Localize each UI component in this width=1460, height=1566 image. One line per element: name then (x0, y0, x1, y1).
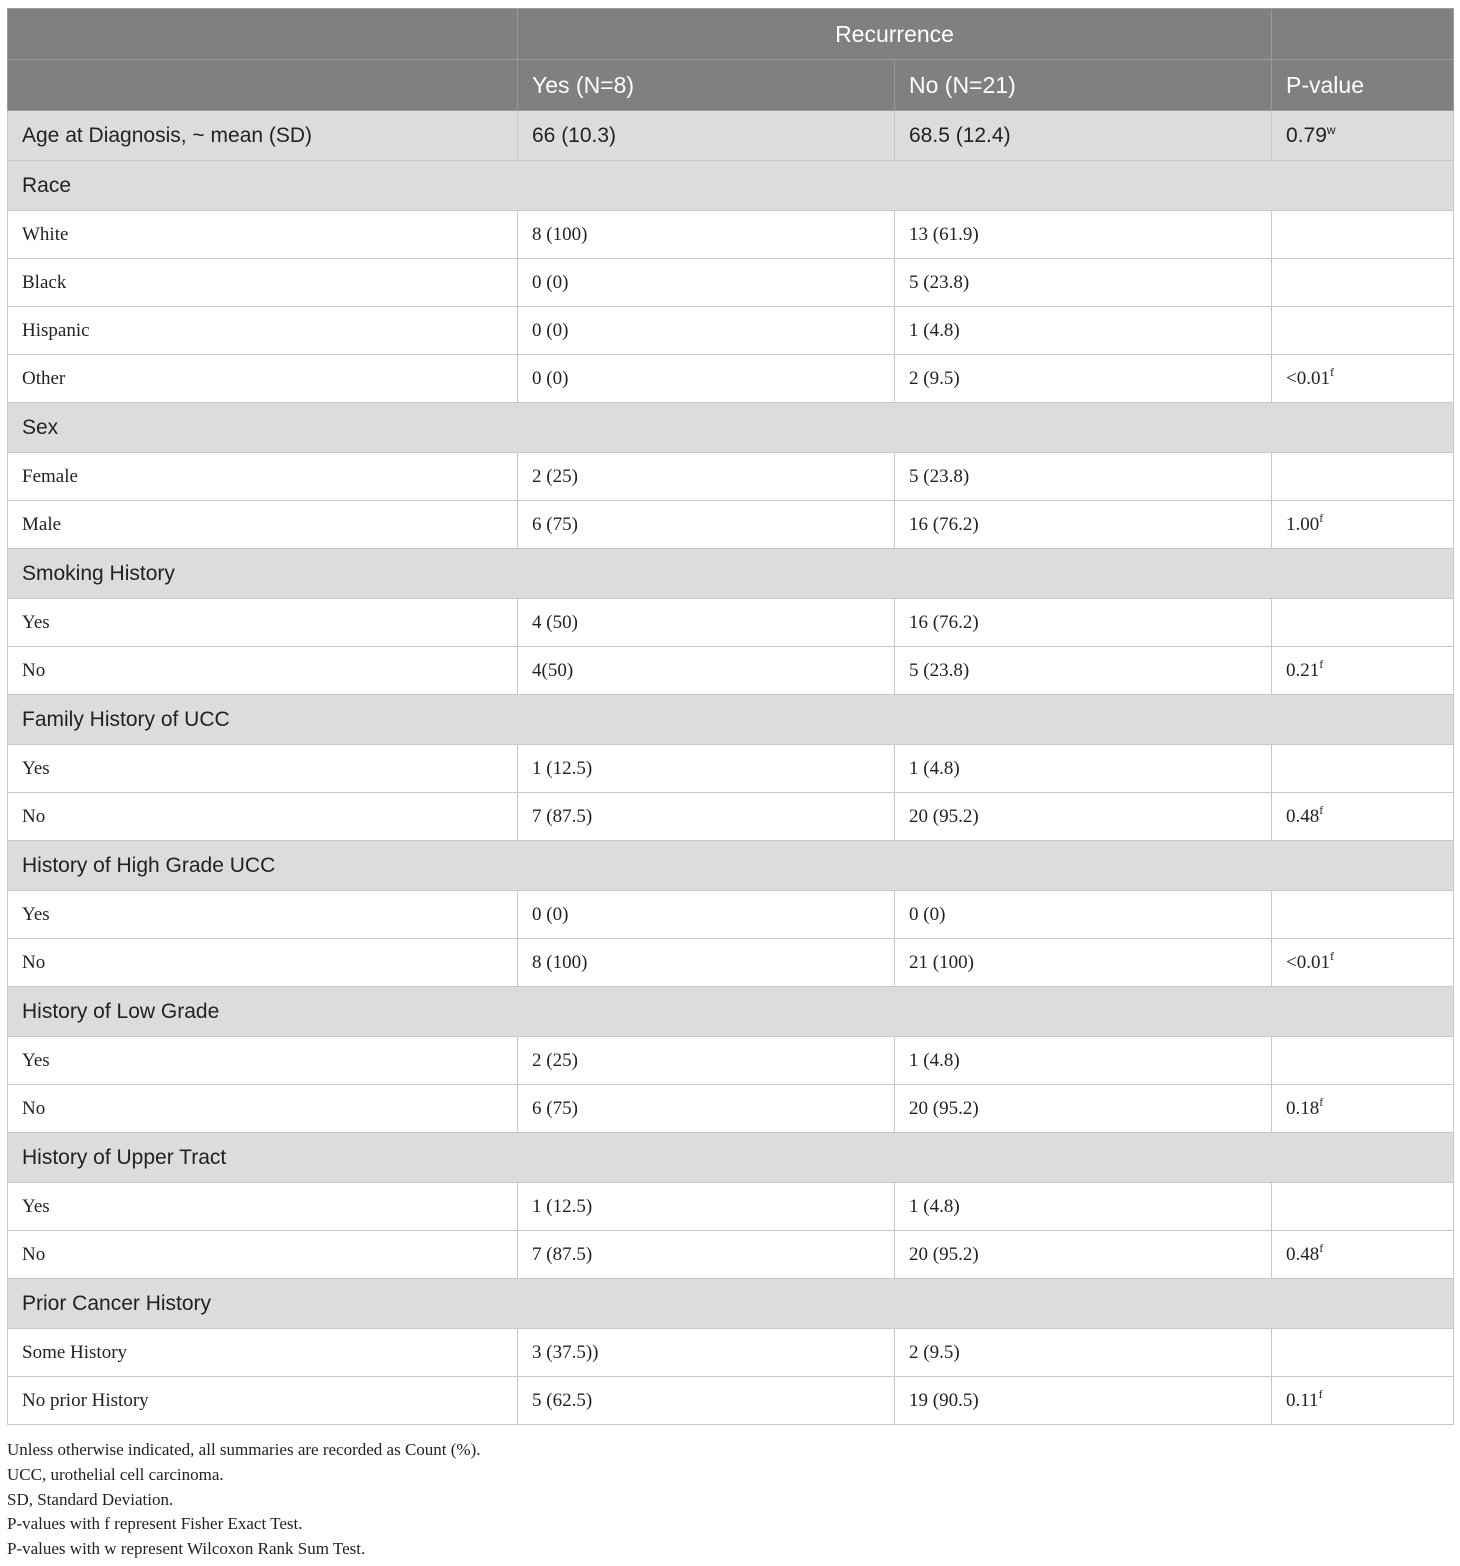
cell-p (1272, 891, 1454, 939)
cell-label: White (8, 211, 518, 259)
cell-yes: 0 (0) (518, 307, 895, 355)
p-superscript: f (1319, 656, 1324, 671)
recurrence-table (7, 8, 1454, 1425)
cell-no: 1 (4.8) (895, 307, 1272, 355)
footnote: Unless otherwise indicated, all summaries are recorded as Count (%). (7, 1440, 481, 1459)
cell-no: 21 (100) (895, 939, 1272, 987)
cell-label: No (8, 1085, 518, 1133)
cell-yes: 8 (100) (518, 939, 895, 987)
cell-p (1272, 211, 1454, 259)
table-row (8, 453, 1454, 501)
p-superscript: f (1329, 364, 1334, 379)
header-group-row (8, 9, 1454, 60)
section-title: History of Upper Tract (8, 1133, 1454, 1183)
cell-no: 20 (95.2) (895, 793, 1272, 841)
cell-label: Other (8, 355, 518, 403)
age-p (1272, 111, 1454, 161)
cell-p (1272, 1231, 1454, 1279)
table-row (8, 1231, 1454, 1279)
table-row (8, 259, 1454, 307)
cell-yes: 6 (75) (518, 501, 895, 549)
cell-label: Yes (8, 599, 518, 647)
cell-no: 20 (95.2) (895, 1085, 1272, 1133)
cell-no: 1 (4.8) (895, 745, 1272, 793)
footnote: P-values with f represent Fisher Exact Test. (7, 1514, 303, 1534)
cell-label: No (8, 1231, 518, 1279)
p-superscript: f (1319, 1094, 1324, 1109)
cell-no: 2 (9.5) (895, 355, 1272, 403)
cell-no: 5 (23.8) (895, 453, 1272, 501)
table-row (8, 501, 1454, 549)
table-row (8, 793, 1454, 841)
header-columns-row (8, 60, 1454, 111)
age-no: 68.5 (12.4) (895, 111, 1272, 161)
table-row (8, 1085, 1454, 1133)
section-title: History of High Grade UCC (8, 841, 1454, 891)
p-superscript: f (1318, 1386, 1323, 1401)
cell-p (1272, 259, 1454, 307)
cell-p (1272, 647, 1454, 695)
p-superscript: w (1326, 122, 1336, 137)
section-header-row (8, 549, 1454, 599)
cell-p (1272, 355, 1454, 403)
cell-no: 5 (23.8) (895, 259, 1272, 307)
cell-no: 16 (76.2) (895, 599, 1272, 647)
section-title: Family History of UCC (8, 695, 1454, 745)
table-row (8, 211, 1454, 259)
cell-yes: 4 (50) (518, 599, 895, 647)
table-row (8, 599, 1454, 647)
cell-p (1272, 1377, 1454, 1425)
table-row (8, 355, 1454, 403)
section-title: Sex (8, 403, 1454, 453)
cell-no: 19 (90.5) (895, 1377, 1272, 1425)
cell-yes: 3 (37.5)) (518, 1329, 895, 1377)
cell-no: 1 (4.8) (895, 1037, 1272, 1085)
header-empty-cell (8, 60, 518, 111)
p-value: 0.79 (1286, 123, 1327, 147)
section-header-row (8, 1279, 1454, 1329)
section-header-row (8, 161, 1454, 211)
footnote: P-values with w represent Wilcoxon Rank Sum Test. (7, 1539, 366, 1559)
header-p-value: P-value (1272, 60, 1454, 111)
section-header-row (8, 841, 1454, 891)
cell-p (1272, 745, 1454, 793)
footnote: UCC, urothelial cell carcinoma. (7, 1464, 224, 1484)
cell-label: No (8, 793, 518, 841)
p-value: 0.18 (1286, 1097, 1320, 1119)
age-yes: 66 (10.3) (518, 111, 895, 161)
cell-label: Male (8, 501, 518, 549)
table-row (8, 1329, 1454, 1377)
cell-p (1272, 453, 1454, 501)
age-label: Age at Diagnosis, ~ mean (SD) (8, 111, 518, 161)
section-title: Smoking History (8, 549, 1454, 599)
cell-label: No prior History (8, 1377, 518, 1425)
p-value: <0.01 (1286, 367, 1330, 389)
cell-no: 2 (9.5) (895, 1329, 1272, 1377)
cell-yes: 6 (75) (518, 1085, 895, 1133)
cell-label: Yes (8, 891, 518, 939)
cell-yes: 8 (100) (518, 211, 895, 259)
cell-label: No (8, 939, 518, 987)
cell-no: 1 (4.8) (895, 1183, 1272, 1231)
cell-yes: 5 (62.5) (518, 1377, 895, 1425)
cell-yes: 0 (0) (518, 259, 895, 307)
section-header-row (8, 403, 1454, 453)
cell-yes: 4(50) (518, 647, 895, 695)
cell-yes: 2 (25) (518, 453, 895, 501)
cell-label: Yes (8, 745, 518, 793)
p-superscript: f (1319, 802, 1324, 817)
cell-yes: 0 (0) (518, 355, 895, 403)
footnotes (7, 1438, 1453, 1562)
cell-label: Hispanic (8, 307, 518, 355)
p-value: 0.11 (1286, 1389, 1319, 1411)
cell-p (1272, 793, 1454, 841)
cell-label: Yes (8, 1183, 518, 1231)
cell-label: Female (8, 453, 518, 501)
header-recurrence: Recurrence (518, 9, 1272, 60)
p-superscript: f (1319, 510, 1324, 525)
table-row (8, 939, 1454, 987)
cell-no: 16 (76.2) (895, 501, 1272, 549)
age-row (8, 111, 1454, 161)
cell-label: Yes (8, 1037, 518, 1085)
cell-no: 13 (61.9) (895, 211, 1272, 259)
table-row (8, 1377, 1454, 1425)
section-header-row (8, 695, 1454, 745)
p-superscript: f (1329, 948, 1334, 963)
p-value: 1.00 (1286, 513, 1320, 535)
table-row (8, 745, 1454, 793)
cell-label: Some History (8, 1329, 518, 1377)
table-row (8, 307, 1454, 355)
cell-p (1272, 501, 1454, 549)
section-title: History of Low Grade (8, 987, 1454, 1037)
header-no: No (N=21) (895, 60, 1272, 111)
footnote: SD, Standard Deviation. (7, 1489, 174, 1509)
cell-label: No (8, 647, 518, 695)
table-row (8, 647, 1454, 695)
p-value: <0.01 (1286, 951, 1330, 973)
p-value: 0.48 (1286, 805, 1320, 827)
header-yes: Yes (N=8) (518, 60, 895, 111)
p-superscript: f (1319, 1240, 1324, 1255)
table-row (8, 891, 1454, 939)
header-empty-cell (8, 9, 518, 60)
p-value: 0.21 (1286, 659, 1320, 681)
header-empty-cell (1272, 9, 1454, 60)
cell-no: 20 (95.2) (895, 1231, 1272, 1279)
cell-no: 0 (0) (895, 891, 1272, 939)
table-row (8, 1183, 1454, 1231)
cell-yes: 2 (25) (518, 1037, 895, 1085)
cell-p (1272, 599, 1454, 647)
cell-p (1272, 1183, 1454, 1231)
cell-yes: 1 (12.5) (518, 1183, 895, 1231)
cell-label: Black (8, 259, 518, 307)
cell-p (1272, 1037, 1454, 1085)
section-header-row (8, 987, 1454, 1037)
cell-p (1272, 307, 1454, 355)
cell-p (1272, 1085, 1454, 1133)
table-row (8, 1037, 1454, 1085)
p-value: 0.48 (1286, 1243, 1320, 1265)
cell-yes: 0 (0) (518, 891, 895, 939)
cell-yes: 7 (87.5) (518, 1231, 895, 1279)
section-title: Prior Cancer History (8, 1279, 1454, 1329)
cell-p (1272, 939, 1454, 987)
cell-yes: 1 (12.5) (518, 745, 895, 793)
cell-p (1272, 1329, 1454, 1377)
section-title: Race (8, 161, 1454, 211)
section-header-row (8, 1133, 1454, 1183)
cell-yes: 7 (87.5) (518, 793, 895, 841)
cell-no: 5 (23.8) (895, 647, 1272, 695)
